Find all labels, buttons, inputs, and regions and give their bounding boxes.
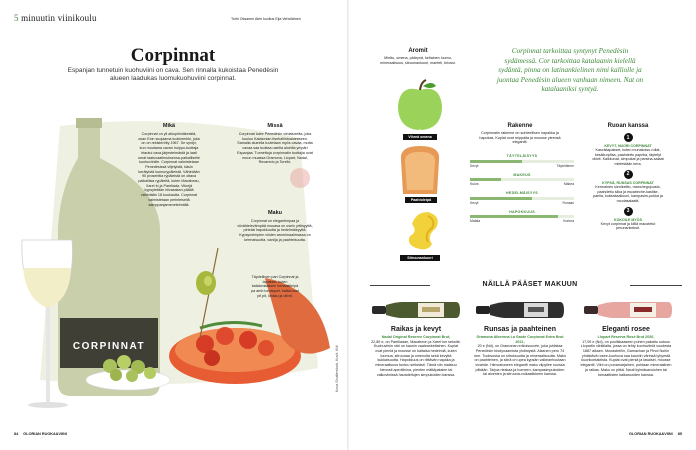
- scale-max-label: Makea: [563, 182, 574, 186]
- lemon-peel-icon: [398, 208, 444, 254]
- missa-body: Corpinnat tulee Penedèsin viinialueelta, joka kuuluu Katalonian itsehallintoalueeseen. Samalla alueella tuotetaan myös cavaa, mutta cavaa saa tuottaa useilla alueilla ympäri Espanjaa. Tunnettuja corpinnatin tuottajia ovat muun muassa Gramona, Llopart, Nadal, Recaredo ja Torelló.: [237, 132, 313, 165]
- mika-body: Corpinnat on yli alkupirinläkeisitä, osan Ecin suojaama luokimerkki, joka on on rekisteröity 1967. Se syntyi, kun muutama cavan huippu-tuottaja irtautui cava-järjestelmästä ja laati omat laatuvaatimuksensa-paikalliselle kuohuviinille. Corpinnat valmistetaan Penedèsissä viljelyistä, käsin kerätyistä luomurypäleistä. Vähintään 90 prosenttia rypäleistä on oltava paikallisia rypäleitä, kuten Macabeau, Xarel·lo ja Parellada. Viinejä kypsytetään hiivasakan päällä vähintään 18 kuukautta. Corpinnat valmistetaan perinteisellä samppanjamenetelmällä.: [138, 132, 200, 207]
- pairing-item: [592, 133, 664, 167]
- page-title: Corpinnat: [130, 45, 216, 66]
- scale-track: [470, 178, 574, 181]
- mika-heading: Mikä: [162, 123, 176, 129]
- pairing-number: 3: [624, 207, 633, 216]
- pairing-title: KYPSÄ, RUNSAS CORPINNAT: [602, 180, 654, 185]
- page-number-right: 85: [677, 432, 682, 436]
- bottle-label: CORPINNAT: [72, 341, 146, 352]
- pairing-number: 2: [624, 170, 633, 179]
- wine-body: 20 e (Nd), on Gramonan erikoiscuvée, joka juhlistaa Penedèsin biodynaamista yhdistystä. Aikanen pero 74 mm. Tuoksussa on sitruksuutta ja mineraalisuutta. Maku on paahteinen, ja siinä on upea kypsän valkeanhuutaan vivahde. Hienostuneen elegantti maku viipyilee suussa pitkään. Tarjoa rieskaa ja homeen, kampasimpukoiden tai alvenien ja sitruuna-voikastikkeen kanssa.: [474, 344, 566, 377]
- magazine-name-left: GLORIAN RUOKA&VIINI: [23, 432, 67, 436]
- scale-fill: [470, 160, 522, 163]
- series-number: 5: [14, 13, 19, 23]
- scale-label: HAPOKKUUS: [509, 209, 535, 214]
- wine-llopart: [580, 326, 672, 377]
- page-spine: [347, 0, 349, 450]
- wine-name: Gramona Alberona La Gaste Corpinnat Extra Brut 2021,: [476, 335, 564, 344]
- pairing-body: Kevyt corpinnat ja kiillä maustetut perunankeksit.: [600, 221, 656, 231]
- wines-heading: NÄILLÄ PÄÄSET MAKUUN: [482, 281, 578, 288]
- series-title: minuutin viinikoulu: [21, 13, 97, 23]
- photo-credit: Kuva Shutterstock, Kuvit: Kiiti: [335, 345, 339, 392]
- missa-section: [235, 123, 315, 165]
- scale-min-label: Kevyt: [470, 200, 479, 205]
- scale-label: TÄYTELÄISYYS: [506, 154, 538, 158]
- divider-right: [630, 285, 682, 286]
- pairing-title: KEVYT, NUORI CORPINNAT: [604, 144, 652, 148]
- maku-section: [237, 210, 313, 243]
- pairing-body: Kasvistapakset, kuten munakoiso-rullat, kesäkurpitsa, paahdettu paprika, täytetyt oliivit. Kalkkunat, simpukat ja parsina-salaat mielestään kera.: [592, 148, 664, 167]
- scale-row: [470, 210, 574, 224]
- tag-lemon-peel: Sitruunankuori: [400, 255, 440, 261]
- pairing-title: KOKOILE MYÖS: [614, 217, 642, 222]
- bottle-gramona-icon: [476, 299, 564, 321]
- aromit-body: Minttu, omena, päärynä, keltainen luumu, mineraalisuus, sitruunankuori, manteli, briossi.: [380, 56, 456, 65]
- wine-nadal: [370, 326, 462, 377]
- magazine-name-right: GLORIAN RUOKA&VIINI: [629, 432, 673, 436]
- green-apple-icon: [392, 78, 448, 134]
- pairings-list: [592, 131, 664, 234]
- maku-heading: Maku: [267, 210, 283, 216]
- wine-title: Runsas ja paahteinen: [484, 326, 556, 333]
- scale-fill: [470, 197, 532, 200]
- wine-name: Nadal Original Reserve Corpinnat Brut,: [381, 335, 451, 339]
- scale-row: [470, 191, 574, 205]
- bottle-llopart-icon: [584, 299, 672, 321]
- rakenne-body: Corpinnatin rakenne on suhteellisen napakka ja hapokas. Kuplat ovat reippaita ja mousse yleensä elegantti.: [479, 131, 561, 145]
- divider-left: [370, 285, 430, 286]
- page-subtitle: Espanjan tunnetuin kuohuviini on cava. Sen rinnalla kukoistaa Penedèsin alueen laadukas luomukuohuviini corpinnat.: [67, 67, 279, 82]
- scale-min-label: Matala: [470, 219, 481, 223]
- wine-gramona: [474, 326, 566, 377]
- scale-max-label: Täyteläinen: [556, 163, 574, 168]
- tag-toast: Paahtoleipä: [405, 197, 437, 203]
- series-header: [14, 13, 97, 23]
- scale-label: MAKEUS: [513, 172, 531, 177]
- pairing-number: 1: [624, 133, 633, 142]
- pairing-item: [592, 207, 664, 231]
- tapas-caption: Täydellinen pari Corpinnat ja tapaksel, kuten katalonialaisen tomaattileipä pa amb tomàquet, kalkaruoat pit pit, kinkku ja oliivit.: [251, 275, 299, 298]
- scale-fill: [470, 215, 558, 218]
- maku-body: Corpinnat on elegantimpaa ja viivähtelevämpää muuasa on usein yrttisyyttä, pirteää hapokkuutta ja hedelmäisyyttä. Kypsyneimpien viinien aromimaailmassa on kermaisuutta, vanilja ja paahteisuutta.: [237, 219, 313, 242]
- rakenne-heading: Rakenne: [507, 123, 533, 129]
- page-number-left: 84: [14, 432, 19, 436]
- scale-track: [470, 160, 574, 163]
- footer-left: [14, 432, 67, 436]
- structure-scales: [470, 154, 574, 228]
- scale-row: [470, 154, 574, 168]
- scale-min-label: Kuiva: [470, 182, 479, 186]
- footer-right: [629, 432, 682, 436]
- scale-max-label: Korkea: [563, 219, 574, 223]
- aromit-heading: Aromit: [408, 48, 428, 54]
- scale-max-label: Runsas: [562, 200, 574, 205]
- pairing-item: [592, 170, 664, 204]
- scale-track: [470, 215, 574, 218]
- ruoan-kanssa-heading: Ruoan kanssa: [607, 123, 649, 129]
- wine-title: Eleganti rosee: [602, 326, 650, 333]
- tag-green-apple: Vihreä omena: [403, 134, 437, 140]
- bottle-nadal-icon: [372, 299, 460, 321]
- author-credit: Torhi Oksanen Alén kuvitus Eija Vehviläinen: [231, 17, 301, 21]
- scale-fill: [470, 178, 501, 181]
- missa-heading: Missä: [267, 123, 283, 129]
- scale-track: [470, 197, 574, 200]
- scale-label: HEDELMÄISYYS: [506, 191, 538, 195]
- mika-section: [138, 123, 200, 207]
- toast-icon: [395, 144, 445, 196]
- wine-body: 22,89 e, on Parelladan, Macabeon ja Xarel·lon sekoite. Kuohuviinin väri on kaunin vaaleankeltainen. Kuplat ovat pieniä ja mousse on kaltaisa hedelmiä, kuten luumua, sitruunaa ja omenoita sekä kevyttä kukkaisuutta. Hapokkuus on riittävän napaka ja mineraalisuus tuntuu selkeästi. Tämä viin maistuu hienosti aperitiivina, pienten mättäpalaien tai valkoviinissä haututeltujen simpukoiden kanssa.: [371, 339, 461, 377]
- wine-body: 17,09 e (Nd), on puolikkaaseen puhen pakattu uutuus Llopartin viinitilalta, jossa on tehty kuohuviiniä vuodesta 1887 alkaen. Monastrellin, Garnachan ja Pinot Noirin yhdistävä rosee-kuohuva saa kauniin värinsä lyhyestä kuorikontaktista. Kuplat ovat pieniä ja lasaisei, mousse elegantti. Viini on punamarjainen, puhtaan mineraalinen ja raikas. Maku on pitkä. Nauti kylmäsavulohen tai tomaattisten kalkaruoiden kanssa.: [580, 339, 672, 377]
- scale-min-label: Kevyt: [470, 163, 479, 168]
- wine-title: Raikas ja kevyt: [390, 326, 442, 333]
- pull-quote: Corpinnat tarkoittaa syntynyt Penedèsin sydämessä. Cor tarkoittaa katalaanin kielellä sydäntä, pinna on latinankielinen nimi kalliolle ja juontaa Penedèsin alueen vanhaan nimeen. Nat on katalaaniksi syntyä.: [496, 47, 644, 93]
- pairing-body: Kermainen sienikeitto, manchegojuusto, paahdettu siika ja escabeche-kastike, paella, kukkakaaliuuni, kampasim-pukka ja rucolasalaatti.: [593, 184, 663, 203]
- wine-name: Llopart Reserva Rosé Brut 2020,: [597, 335, 655, 339]
- decor-dot: [290, 168, 310, 188]
- scale-row: [470, 173, 574, 187]
